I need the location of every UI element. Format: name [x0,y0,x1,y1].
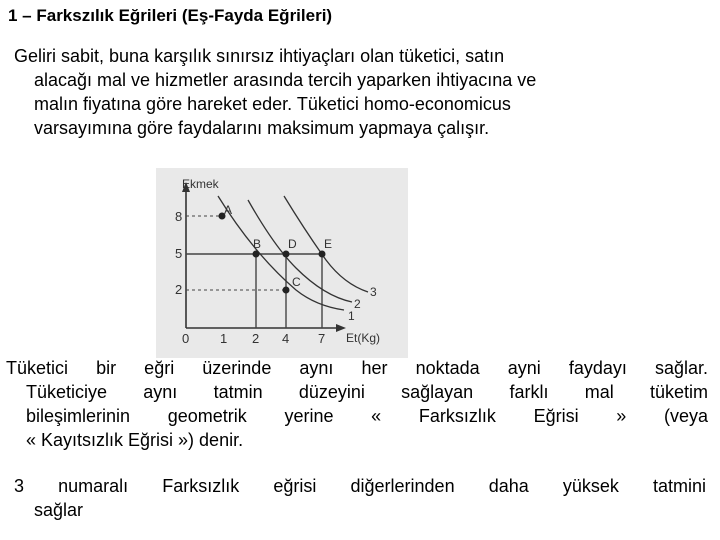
label-b: B [253,237,262,251]
figure-background [156,168,408,358]
intro-line-3: malın fiyatına göre hareket eder. Tüketici homo-economicus [34,94,511,114]
conclusion-line-2: sağlar [34,500,84,520]
indifference-curves-svg [156,168,408,358]
label-c: C [292,275,301,289]
y-tick-2: 2 [175,282,183,297]
indifference-curves-figure [156,168,408,358]
intro-line-1: Geliri sabit, buna karşılık sınırsız ihtiyaçları olan tüketici, satın [14,46,505,66]
curve-label-3: 3 [370,285,377,299]
conclusion-paragraph [14,474,706,522]
page-title: 1 – Farkszılık Eğrileri (Eş-Fayda Eğrileri) [8,6,333,25]
intro-line-4: varsayımına göre faydalarını maksimum yapmaya çalışır. [34,118,490,138]
point-d [283,251,290,258]
definition-paragraph [6,356,708,452]
x-axis-label: Et(Kg) [346,331,381,345]
label-d: D [288,237,297,251]
y-tick-5: 5 [175,246,183,261]
x-tick-7: 7 [318,331,326,346]
conclusion-line-1: 3 numaralı Farksızlık eğrisi diğerlerinden daha yüksek tatmini [14,476,706,496]
definition-line-4: « Kayıtsızlık Eğrisi ») denir. [26,430,244,450]
curve-label-1: 1 [348,309,355,323]
label-e: E [324,237,333,251]
point-c [283,287,290,294]
intro-paragraph [14,44,714,140]
label-a: A [224,203,233,217]
x-tick-2: 2 [252,331,260,346]
y-axis-label: Ekmek [182,177,219,191]
curve-label-2: 2 [354,297,361,311]
intro-line-2: alacağı mal ve hizmetler arasında tercih yaparken ihtiyacına ve [34,70,537,90]
y-tick-8: 8 [175,209,183,224]
point-e [319,251,326,258]
definition-line-3: bileşimlerinin geometrik yerine « Farksızlık Eğrisi » (veya [26,406,708,426]
point-b [253,251,260,258]
definition-line-2: Tüketiciye aynı tatmin düzeyini sağlayan farklı mal tüketim [26,382,708,402]
x-tick-0: 0 [182,331,190,346]
x-tick-1: 1 [220,331,228,346]
definition-line-1: Tüketici bir eğri üzerinde aynı her noktada ayni faydayı sağlar. [6,358,708,378]
x-tick-4: 4 [282,331,290,346]
